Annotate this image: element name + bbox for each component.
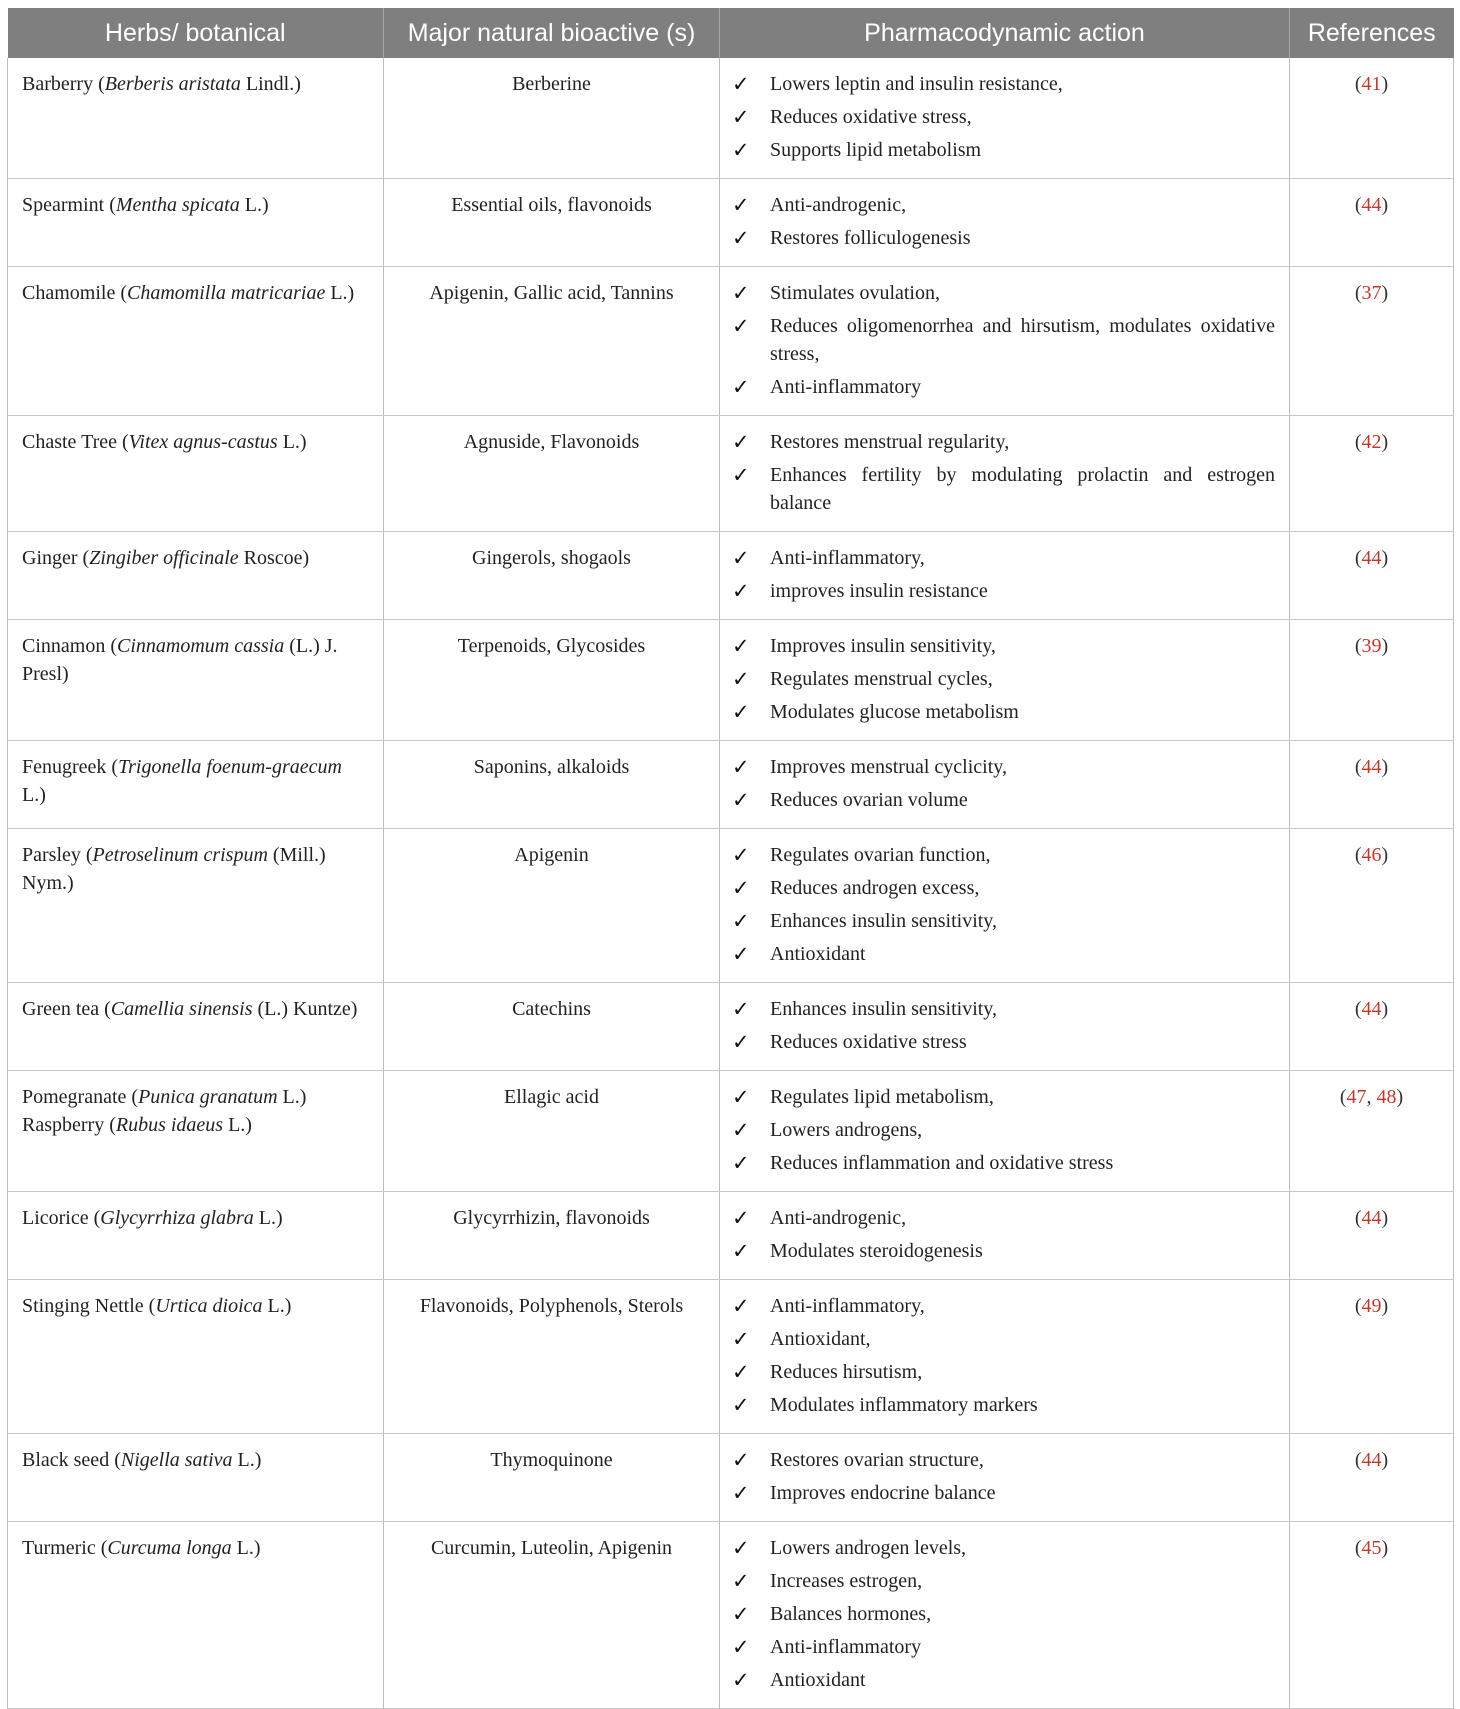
action-item bbox=[732, 1028, 1275, 1056]
reference-link[interactable]: 39 bbox=[1361, 635, 1382, 657]
checkmark-icon: ✓ bbox=[732, 1602, 750, 1626]
action-item bbox=[732, 1446, 1275, 1474]
checkmark-icon: ✓ bbox=[732, 375, 750, 399]
checkmark-icon: ✓ bbox=[732, 942, 750, 966]
herb-cell bbox=[8, 1071, 384, 1192]
references-cell: (42) bbox=[1290, 416, 1454, 532]
action-list bbox=[732, 753, 1275, 814]
action-item bbox=[732, 191, 1275, 219]
action-cell bbox=[720, 267, 1290, 416]
action-list bbox=[732, 1204, 1275, 1265]
herb-name-text: Black seed ( bbox=[22, 1449, 121, 1471]
action-text: Regulates lipid metabolism, bbox=[770, 1086, 994, 1108]
action-list bbox=[732, 191, 1275, 252]
action-item bbox=[732, 224, 1275, 252]
table-row bbox=[8, 1280, 1454, 1434]
action-cell bbox=[720, 58, 1290, 179]
herb-name-text: L.) bbox=[22, 784, 46, 806]
checkmark-icon: ✓ bbox=[732, 876, 750, 900]
checkmark-icon: ✓ bbox=[732, 1239, 750, 1263]
action-text: Anti-inflammatory bbox=[770, 376, 922, 398]
action-text: Enhances insulin sensitivity, bbox=[770, 998, 998, 1020]
checkmark-icon: ✓ bbox=[732, 1668, 750, 1692]
action-list bbox=[732, 1083, 1275, 1177]
action-item bbox=[732, 907, 1275, 935]
action-text: Increases estrogen, bbox=[770, 1570, 923, 1592]
action-item bbox=[732, 786, 1275, 814]
action-item bbox=[732, 1083, 1275, 1111]
herb-name-text: L.) Raspberry ( bbox=[22, 1086, 307, 1136]
action-text: Stimulates ovulation, bbox=[770, 282, 940, 304]
herb-species-name: Rubus idaeus bbox=[115, 1114, 224, 1136]
references-cell: (45) bbox=[1290, 1522, 1454, 1709]
references-cell: (47, 48) bbox=[1290, 1071, 1454, 1192]
herb-cell bbox=[8, 1192, 384, 1280]
action-text: Improves insulin sensitivity, bbox=[770, 635, 996, 657]
action-text: Reduces oxidative stress bbox=[770, 1031, 967, 1053]
herb-species-name: Berberis aristata bbox=[104, 73, 241, 95]
herb-cell bbox=[8, 416, 384, 532]
action-item bbox=[732, 70, 1275, 98]
action-list bbox=[732, 1446, 1275, 1507]
herb-name-text: L.) bbox=[253, 1207, 283, 1229]
action-list bbox=[732, 1534, 1275, 1694]
checkmark-icon: ✓ bbox=[732, 1360, 750, 1384]
action-text: Lowers androgens, bbox=[770, 1119, 923, 1141]
action-item bbox=[732, 1633, 1275, 1661]
herb-species-name: Urtica dioica bbox=[155, 1295, 263, 1317]
bioactive-cell: Saponins, alkaloids bbox=[384, 741, 720, 829]
checkmark-icon: ✓ bbox=[732, 1327, 750, 1351]
checkmark-icon: ✓ bbox=[732, 1206, 750, 1230]
action-text: Regulates menstrual cycles, bbox=[770, 668, 993, 690]
checkmark-icon: ✓ bbox=[732, 997, 750, 1021]
action-item bbox=[732, 1666, 1275, 1694]
references-cell: (46) bbox=[1290, 829, 1454, 983]
action-text: Anti-inflammatory bbox=[770, 1636, 922, 1658]
header-row bbox=[8, 8, 1454, 58]
herb-species-name: Mentha spicata bbox=[115, 194, 240, 216]
checkmark-icon: ✓ bbox=[732, 226, 750, 250]
action-text: Anti-androgenic, bbox=[770, 194, 907, 216]
table-body bbox=[8, 58, 1454, 1709]
action-text: Reduces ovarian volume bbox=[770, 789, 968, 811]
action-cell bbox=[720, 1280, 1290, 1434]
action-list bbox=[732, 841, 1275, 968]
checkmark-icon: ✓ bbox=[732, 193, 750, 217]
action-text: Reduces inflammation and oxidative stress bbox=[770, 1152, 1114, 1174]
header-action: Pharmacodynamic action bbox=[720, 8, 1290, 58]
table-row bbox=[8, 620, 1454, 741]
action-text: Lowers leptin and insulin resistance, bbox=[770, 73, 1063, 95]
action-text: Reduces oligomenorrhea and hirsutism, modulates oxidative stress, bbox=[770, 315, 1275, 365]
table-row bbox=[8, 532, 1454, 620]
action-list bbox=[732, 70, 1275, 164]
action-text: Antioxidant bbox=[770, 1669, 866, 1691]
bioactive-cell: Ellagic acid bbox=[384, 1071, 720, 1192]
herb-name-text: Parsley ( bbox=[22, 844, 93, 866]
action-item bbox=[732, 1534, 1275, 1562]
action-item bbox=[732, 577, 1275, 605]
table-row bbox=[8, 416, 1454, 532]
action-cell bbox=[720, 1192, 1290, 1280]
herb-name-text: Pomegranate ( bbox=[22, 1086, 139, 1108]
reference-link[interactable]: 49 bbox=[1361, 1295, 1382, 1317]
action-item bbox=[732, 753, 1275, 781]
action-item bbox=[732, 373, 1275, 401]
checkmark-icon: ✓ bbox=[732, 1481, 750, 1505]
herb-name-text: Chaste Tree ( bbox=[22, 431, 129, 453]
herb-species-name: Petroselinum crispum bbox=[92, 844, 268, 866]
herb-species-name: Trigonella foenum-graecum bbox=[118, 756, 342, 778]
herb-cell bbox=[8, 983, 384, 1071]
references-cell: (44) bbox=[1290, 1434, 1454, 1522]
herb-cell bbox=[8, 179, 384, 267]
action-item bbox=[732, 312, 1275, 368]
action-item bbox=[732, 698, 1275, 726]
bioactive-cell: Flavonoids, Polyphenols, Sterols bbox=[384, 1280, 720, 1434]
action-item bbox=[732, 632, 1275, 660]
action-text: Enhances insulin sensitivity, bbox=[770, 910, 998, 932]
checkmark-icon: ✓ bbox=[732, 909, 750, 933]
herb-cell bbox=[8, 829, 384, 983]
action-text: Reduces oxidative stress, bbox=[770, 106, 972, 128]
header-references: References bbox=[1290, 8, 1454, 58]
herb-name-text: L.) bbox=[223, 1114, 252, 1136]
herb-cell bbox=[8, 1434, 384, 1522]
bioactive-cell: Terpenoids, Glycosides bbox=[384, 620, 720, 741]
references-cell: (49) bbox=[1290, 1280, 1454, 1434]
references-cell: (37) bbox=[1290, 267, 1454, 416]
action-item bbox=[732, 1358, 1275, 1386]
table-row bbox=[8, 267, 1454, 416]
herbal-table bbox=[7, 8, 1454, 1709]
herb-cell bbox=[8, 741, 384, 829]
action-item bbox=[732, 665, 1275, 693]
action-cell bbox=[720, 179, 1290, 267]
herb-name-text: Chamomile ( bbox=[22, 282, 127, 304]
action-text: Reduces hirsutism, bbox=[770, 1361, 923, 1383]
checkmark-icon: ✓ bbox=[732, 105, 750, 129]
herb-name-text: Fenugreek ( bbox=[22, 756, 119, 778]
reference-link[interactable]: 44 bbox=[1361, 547, 1382, 569]
herb-name-text: Ginger ( bbox=[22, 547, 90, 569]
checkmark-icon: ✓ bbox=[732, 1085, 750, 1109]
reference-link[interactable]: 41 bbox=[1361, 73, 1382, 95]
action-item bbox=[732, 1391, 1275, 1419]
action-text: Regulates ovarian function, bbox=[770, 844, 991, 866]
action-text: Restores folliculogenesis bbox=[770, 227, 971, 249]
herb-name-text: Turmeric ( bbox=[22, 1537, 108, 1559]
herb-name-text: L.) bbox=[231, 1537, 261, 1559]
checkmark-icon: ✓ bbox=[732, 463, 750, 487]
checkmark-icon: ✓ bbox=[732, 788, 750, 812]
action-text: Balances hormones, bbox=[770, 1603, 932, 1625]
herb-species-name: Nigella sativa bbox=[120, 1449, 233, 1471]
table-header bbox=[8, 8, 1454, 58]
checkmark-icon: ✓ bbox=[732, 843, 750, 867]
herb-cell bbox=[8, 58, 384, 179]
action-item bbox=[732, 1325, 1275, 1353]
action-item bbox=[732, 1204, 1275, 1232]
action-text: Antioxidant bbox=[770, 943, 866, 965]
references-cell: (44) bbox=[1290, 741, 1454, 829]
action-cell bbox=[720, 1434, 1290, 1522]
reference-link[interactable]: 37 bbox=[1361, 282, 1382, 304]
action-item bbox=[732, 1237, 1275, 1265]
references-cell: (44) bbox=[1290, 532, 1454, 620]
table-row bbox=[8, 1071, 1454, 1192]
action-item bbox=[732, 1149, 1275, 1177]
checkmark-icon: ✓ bbox=[732, 72, 750, 96]
checkmark-icon: ✓ bbox=[732, 1294, 750, 1318]
action-list bbox=[732, 995, 1275, 1056]
action-text: Anti-inflammatory, bbox=[770, 547, 925, 569]
herb-cell bbox=[8, 1522, 384, 1709]
reference-link[interactable]: 48 bbox=[1376, 1086, 1397, 1108]
action-text: Restores ovarian structure, bbox=[770, 1449, 984, 1471]
reference-link[interactable]: 44 bbox=[1361, 1449, 1382, 1471]
checkmark-icon: ✓ bbox=[732, 579, 750, 603]
action-text: Improves menstrual cyclicity, bbox=[770, 756, 1007, 778]
herb-name-text: (L.) Kuntze) bbox=[252, 998, 358, 1020]
action-text: Supports lipid metabolism bbox=[770, 139, 982, 161]
reference-link[interactable]: 46 bbox=[1361, 844, 1382, 866]
herb-species-name: Camellia sinensis bbox=[110, 998, 253, 1020]
reference-link[interactable]: 44 bbox=[1361, 998, 1382, 1020]
herb-name-text: L.) bbox=[277, 431, 307, 453]
action-cell bbox=[720, 741, 1290, 829]
herb-name-text: Barberry ( bbox=[22, 73, 105, 95]
table-row bbox=[8, 179, 1454, 267]
action-text: Anti-androgenic, bbox=[770, 1207, 907, 1229]
herb-name-text: (L.) J. Presl) bbox=[22, 635, 338, 685]
reference-link[interactable]: 47 bbox=[1346, 1086, 1367, 1108]
action-item bbox=[732, 940, 1275, 968]
action-item bbox=[732, 1292, 1275, 1320]
reference-link[interactable]: 44 bbox=[1361, 756, 1382, 778]
bioactive-cell: Gingerols, shogaols bbox=[384, 532, 720, 620]
action-cell bbox=[720, 829, 1290, 983]
herb-species-name: Vitex agnus-castus bbox=[128, 431, 278, 453]
checkmark-icon: ✓ bbox=[732, 138, 750, 162]
action-cell bbox=[720, 983, 1290, 1071]
herb-cell bbox=[8, 267, 384, 416]
action-cell bbox=[720, 1071, 1290, 1192]
bioactive-cell: Agnuside, Flavonoids bbox=[384, 416, 720, 532]
bioactive-cell: Thymoquinone bbox=[384, 1434, 720, 1522]
action-text: Anti-inflammatory, bbox=[770, 1295, 925, 1317]
herb-name-text: Green tea ( bbox=[22, 998, 111, 1020]
herb-species-name: Cinnamomum cassia bbox=[117, 635, 285, 657]
table-row bbox=[8, 983, 1454, 1071]
herb-name-text: Licorice ( bbox=[22, 1207, 101, 1229]
herb-name-text: Spearmint ( bbox=[22, 194, 116, 216]
herb-name-text: L.) bbox=[232, 1449, 262, 1471]
herbal-table-container bbox=[7, 8, 1453, 1709]
herb-name-text: L.) bbox=[239, 194, 269, 216]
checkmark-icon: ✓ bbox=[732, 314, 750, 338]
action-text: Restores menstrual regularity, bbox=[770, 431, 1010, 453]
action-list bbox=[732, 279, 1275, 401]
herb-name-text: Lindl.) bbox=[240, 73, 301, 95]
checkmark-icon: ✓ bbox=[732, 634, 750, 658]
bioactive-cell: Glycyrrhizin, flavonoids bbox=[384, 1192, 720, 1280]
action-text: Lowers androgen levels, bbox=[770, 1537, 967, 1559]
checkmark-icon: ✓ bbox=[732, 755, 750, 779]
action-list bbox=[732, 1292, 1275, 1419]
action-item bbox=[732, 461, 1275, 517]
action-cell bbox=[720, 1522, 1290, 1709]
references-cell: (44) bbox=[1290, 1192, 1454, 1280]
action-item bbox=[732, 1479, 1275, 1507]
action-item bbox=[732, 1116, 1275, 1144]
checkmark-icon: ✓ bbox=[732, 1448, 750, 1472]
bioactive-cell: Apigenin bbox=[384, 829, 720, 983]
bioactive-cell: Catechins bbox=[384, 983, 720, 1071]
bioactive-cell: Essential oils, flavonoids bbox=[384, 179, 720, 267]
action-text: Modulates inflammatory markers bbox=[770, 1394, 1038, 1416]
bioactive-cell: Apigenin, Gallic acid, Tannins bbox=[384, 267, 720, 416]
checkmark-icon: ✓ bbox=[732, 1151, 750, 1175]
header-bioactive: Major natural bioactive (s) bbox=[384, 8, 720, 58]
herb-cell bbox=[8, 1280, 384, 1434]
herb-name-text: Cinnamon ( bbox=[22, 635, 117, 657]
herb-name-text: L.) bbox=[262, 1295, 292, 1317]
table-row bbox=[8, 1192, 1454, 1280]
table-row bbox=[8, 1522, 1454, 1709]
checkmark-icon: ✓ bbox=[732, 1030, 750, 1054]
action-text: Modulates glucose metabolism bbox=[770, 701, 1019, 723]
references-cell: (44) bbox=[1290, 179, 1454, 267]
action-text: improves insulin resistance bbox=[770, 580, 988, 602]
table-row bbox=[8, 741, 1454, 829]
reference-link[interactable]: 44 bbox=[1361, 194, 1382, 216]
action-text: Modulates steroidogenesis bbox=[770, 1240, 983, 1262]
action-list bbox=[732, 544, 1275, 605]
action-item bbox=[732, 874, 1275, 902]
checkmark-icon: ✓ bbox=[732, 1569, 750, 1593]
action-list bbox=[732, 632, 1275, 726]
checkmark-icon: ✓ bbox=[732, 1635, 750, 1659]
checkmark-icon: ✓ bbox=[732, 667, 750, 691]
references-cell: (39) bbox=[1290, 620, 1454, 741]
action-item bbox=[732, 544, 1275, 572]
action-text: Enhances fertility by modulating prolactin and estrogen balance bbox=[770, 464, 1275, 514]
table-row bbox=[8, 829, 1454, 983]
action-item bbox=[732, 841, 1275, 869]
checkmark-icon: ✓ bbox=[732, 700, 750, 724]
herb-species-name: Punica granatum bbox=[138, 1086, 278, 1108]
references-cell: (41) bbox=[1290, 58, 1454, 179]
herb-species-name: Curcuma longa bbox=[107, 1537, 232, 1559]
reference-link[interactable]: 42 bbox=[1361, 431, 1382, 453]
bioactive-cell: Berberine bbox=[384, 58, 720, 179]
herb-species-name: Chamomilla matricariae bbox=[126, 282, 326, 304]
action-item bbox=[732, 995, 1275, 1023]
action-item bbox=[732, 279, 1275, 307]
table-row bbox=[8, 1434, 1454, 1522]
action-item bbox=[732, 1567, 1275, 1595]
action-item bbox=[732, 1600, 1275, 1628]
checkmark-icon: ✓ bbox=[732, 430, 750, 454]
herb-species-name: Zingiber officinale bbox=[89, 547, 239, 569]
action-item bbox=[732, 103, 1275, 131]
checkmark-icon: ✓ bbox=[732, 1536, 750, 1560]
reference-link[interactable]: 44 bbox=[1361, 1207, 1382, 1229]
table-row bbox=[8, 58, 1454, 179]
checkmark-icon: ✓ bbox=[732, 1118, 750, 1142]
action-text: Antioxidant, bbox=[770, 1328, 871, 1350]
action-cell bbox=[720, 620, 1290, 741]
herb-species-name: Glycyrrhiza glabra bbox=[100, 1207, 254, 1229]
herb-name-text: (Mill.) Nym.) bbox=[22, 844, 326, 894]
action-cell bbox=[720, 532, 1290, 620]
checkmark-icon: ✓ bbox=[732, 1393, 750, 1417]
checkmark-icon: ✓ bbox=[732, 546, 750, 570]
checkmark-icon: ✓ bbox=[732, 281, 750, 305]
action-cell bbox=[720, 416, 1290, 532]
herb-name-text: L.) bbox=[325, 282, 355, 304]
herb-name-text: Roscoe) bbox=[238, 547, 310, 569]
action-item bbox=[732, 428, 1275, 456]
action-text: Improves endocrine balance bbox=[770, 1482, 996, 1504]
herb-name-text: Stinging Nettle ( bbox=[22, 1295, 156, 1317]
action-text: Reduces androgen excess, bbox=[770, 877, 980, 899]
reference-link[interactable]: 45 bbox=[1361, 1537, 1382, 1559]
action-list bbox=[732, 428, 1275, 517]
header-herb: Herbs/ botanical bbox=[8, 8, 384, 58]
action-item bbox=[732, 136, 1275, 164]
references-cell: (44) bbox=[1290, 983, 1454, 1071]
bioactive-cell: Curcumin, Luteolin, Apigenin bbox=[384, 1522, 720, 1709]
herb-cell bbox=[8, 620, 384, 741]
herb-cell bbox=[8, 532, 384, 620]
